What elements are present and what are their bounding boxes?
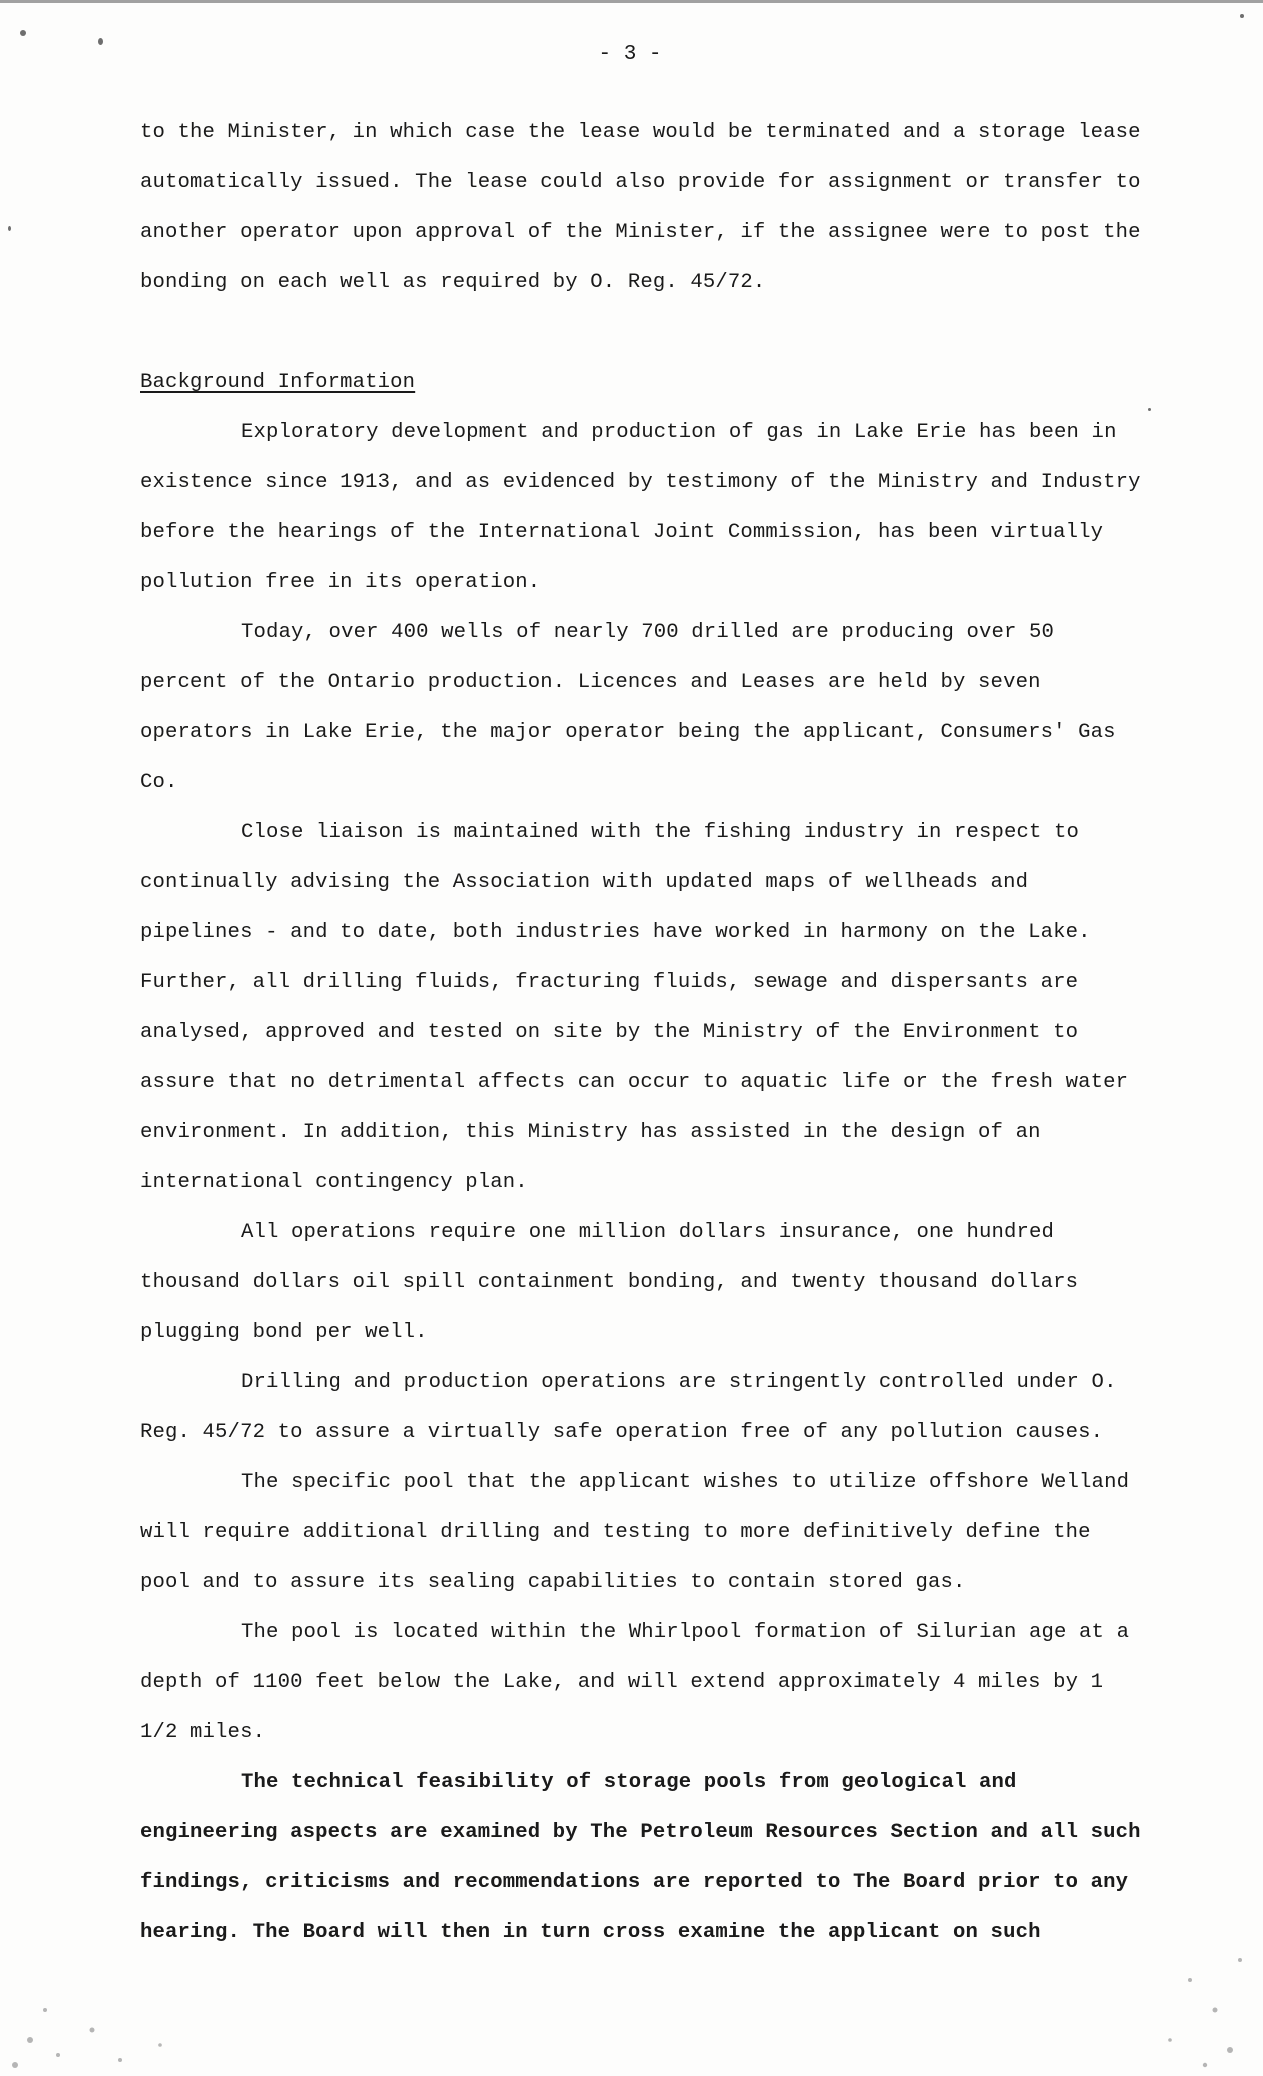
body-paragraph: Drilling and production operations are stringently controlled under O. Reg. 45/72 to assure a virtually safe operation free of any pollution causes. xyxy=(140,1371,1117,1444)
body-paragraph: The pool is located within the Whirlpool formation of Silurian age at a depth of 1100 feet below the Lake, and will extend approximately 4 miles by 1 1/2 miles. xyxy=(140,1621,1130,1744)
document-body xyxy=(140,108,1145,1958)
body-paragraph: Today, over 400 wells of nearly 700 drilled are producing over 50 percent of the Ontario production. Licences and Leases are held by seven operators in Lake Erie, the major operator being the applicant, Consumers' Gas Co. xyxy=(140,621,1116,794)
top-scan-edge xyxy=(0,0,1263,3)
body-paragraph: The specific pool that the applicant wishes to utilize offshore Welland will require additional drilling and testing to more definitively define the pool and to assure its sealing capabilities to contain stored gas. xyxy=(140,1471,1130,1594)
scan-speck xyxy=(98,38,103,45)
section-heading: Background Information xyxy=(140,371,416,394)
body-paragraph: Exploratory development and production of gas in Lake Erie has been in existence since 1913, and as evidenced by testimony of the Ministry and Industry before the hearings of the International Joint Commission, has been virtually pollution free in its operation. xyxy=(140,421,1141,594)
body-paragraph: The technical feasibility of storage pools from geological and engineering aspects are examined by The Petroleum Resources Section and all such findings, criticisms and recommendations are reported to The Board prior to any hearing. The Board will then in turn cross examine the applicant on such xyxy=(140,1771,1141,1944)
scan-speck xyxy=(1148,408,1151,411)
page-number: - 3 - xyxy=(598,43,662,66)
body-paragraph: Close liaison is maintained with the fishing industry in respect to continually advising the Association with updated maps of wellheads and pipelines - and to date, both industries have worked in harmony on the Lake. Further, all drilling fluids, fracturing fluids, sewage and dispersants are analysed, approved and tested on site by the Ministry of the Environment to assure that no detrimental affects can occur to aquatic life or the fresh water environment. In addition, this Ministry has assisted in the design of an international contingency plan. xyxy=(140,821,1129,1194)
scan-speck xyxy=(1240,14,1244,18)
scan-speck xyxy=(20,30,26,36)
intro-paragraph: to the Minister, in which case the lease would be terminated and a storage lease automatically issued. The lease could also provide for assignment or transfer to another operator upon approval of the Minister, if the assignee were to post the bonding on each well as required by O. Reg. 45/72. xyxy=(140,121,1141,294)
body-paragraph: All operations require one million dollars insurance, one hundred thousand dollars oil spill containment bonding, and twenty thousand dollars plugging bond per well. xyxy=(140,1221,1079,1344)
section-spacer xyxy=(140,308,1145,358)
scan-speck xyxy=(8,226,11,231)
